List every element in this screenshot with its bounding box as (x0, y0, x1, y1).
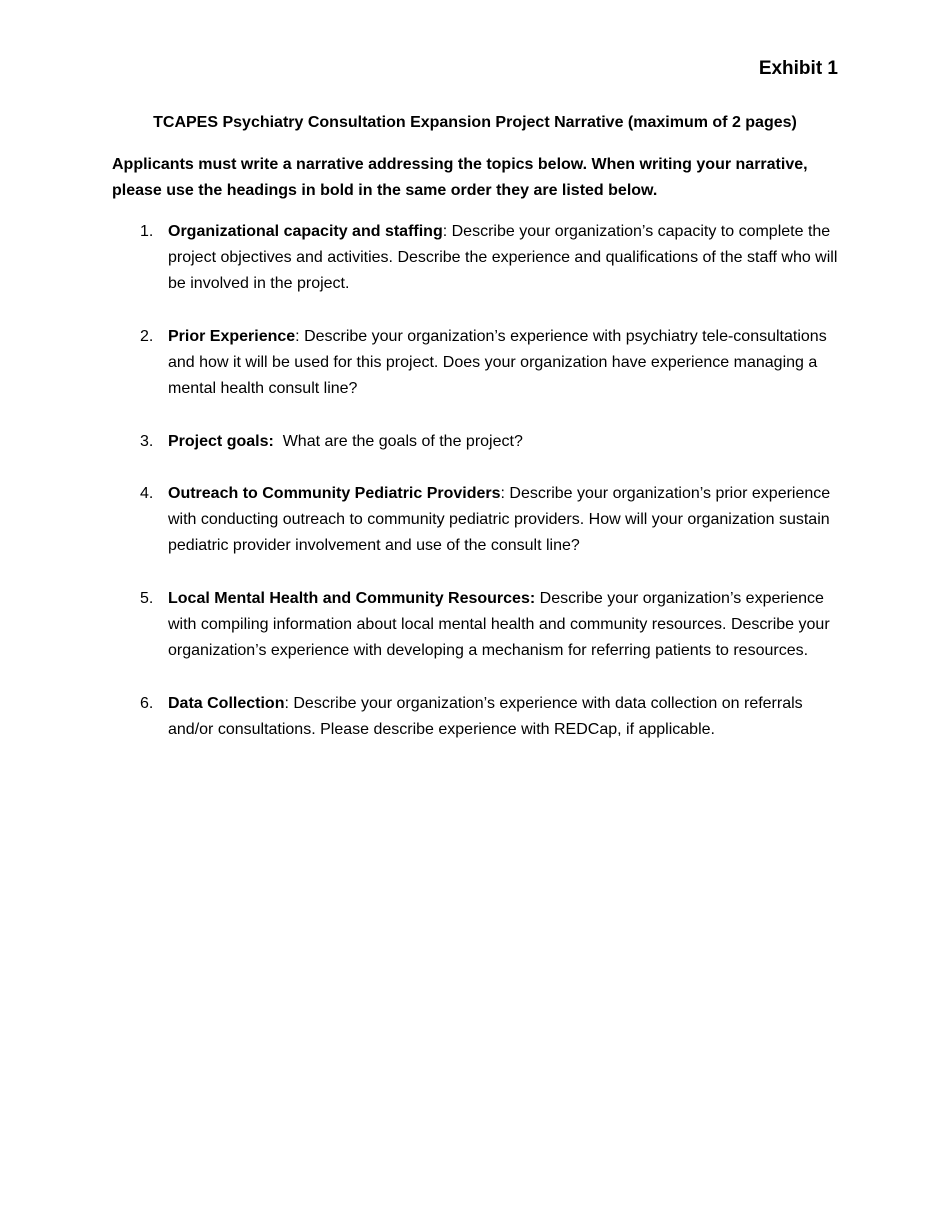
topic-description: : Describe your organization’s experience with psychiatry tele-consultations and how it will be used for this project. Does your organization have experience managing a mental health consult line? (168, 327, 827, 398)
topic-description: : Describe your organization’s experience with data collection on referrals and/or consultations. Please describe experience with REDCap, if applicable. (168, 694, 803, 738)
list-item (112, 691, 842, 743)
topic-heading: Outreach to Community Pediatric Providers (168, 484, 501, 502)
topic-heading: Local Mental Health and Community Resources: (168, 589, 536, 607)
document-title: TCAPES Psychiatry Consultation Expansion Project Narrative (maximum of 2 pages) (153, 114, 797, 131)
list-number: 3. (140, 432, 154, 450)
list-number: 5. (140, 589, 154, 607)
list-item (112, 429, 842, 455)
topic-heading: Prior Experience (168, 327, 296, 345)
instructions-paragraph: Applicants must write a narrative addressing the topics below. When writing your narrative, please use the headings in bold in the same order they are listed below. (112, 156, 808, 199)
topic-heading: Data Collection (168, 694, 285, 712)
topic-description: : Describe your organization’s prior experience with conducting outreach to community pediatric providers. How will your organization sustain pediatric provider involvement and use of the consult line? (168, 484, 831, 555)
list-item (112, 586, 842, 665)
list-number: 6. (140, 694, 154, 712)
topic-description: : Describe your organization’s capacity to complete the project objectives and activities. Describe the experience and qualifications of the staff who will be involved in the project. (168, 223, 838, 293)
list-number: 2. (140, 327, 154, 345)
topic-description: Describe your organization’s experience with compiling information about local mental health and community resources. Describe your organization’s experience with developing a mechanism for referring patients to resources. (168, 589, 830, 660)
list-item (112, 481, 842, 560)
list-number: 4. (140, 484, 154, 502)
list-item (112, 219, 842, 298)
topics-list (112, 219, 842, 769)
list-number: 1. (140, 223, 154, 240)
list-item (112, 324, 842, 403)
topic-description: What are the goals of the project? (273, 432, 523, 450)
topic-heading: Organizational capacity and staffing (168, 223, 443, 240)
exhibit-label: Exhibit 1 (758, 58, 838, 79)
topic-heading: Project goals: (168, 432, 274, 450)
